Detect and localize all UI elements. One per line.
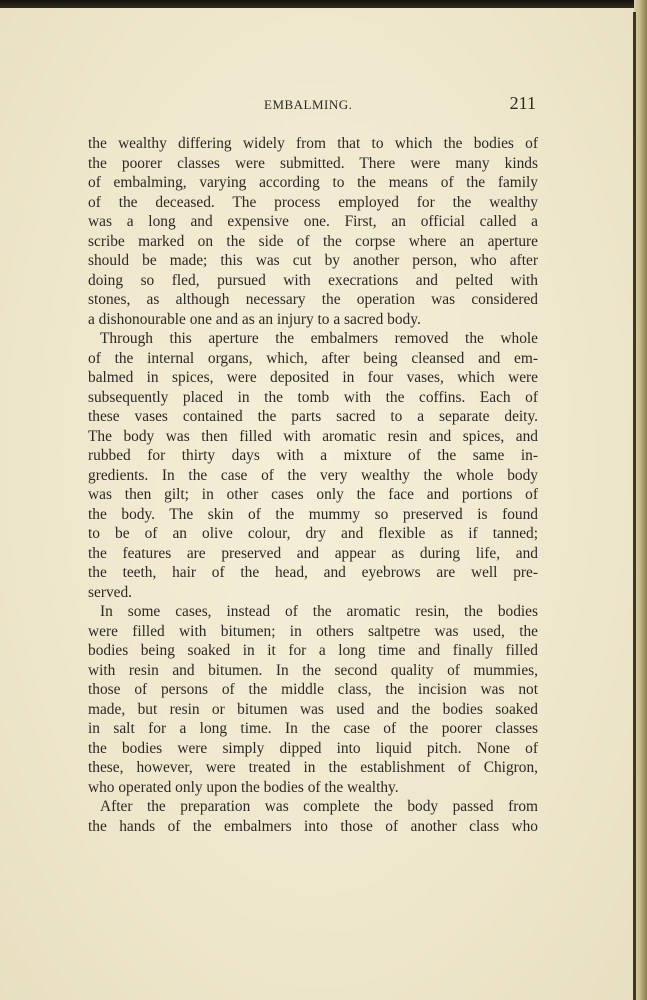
- text-line: of embalming, varying according to the means of the family: [88, 174, 538, 191]
- text-line: rubbed for thirty days with a mixture of the same in-: [88, 447, 538, 464]
- text-line: who operated only upon the bodies of the wealthy.: [88, 778, 399, 796]
- running-title: EMBALMING.: [264, 97, 353, 112]
- text-line: were filled with bitumen; in others saltpetre was used, the: [88, 622, 538, 640]
- text-line: the hands of the embalmers into those of another class who: [88, 817, 538, 835]
- text-line: with resin and bitumen. In the second quality of mummies,: [88, 661, 538, 679]
- text-line: Through this aperture the embalmers removed the whole: [100, 330, 538, 347]
- text-line: doing so fled, pursued with execrations and pelted with: [88, 271, 538, 289]
- page-gutter-line: [633, 12, 636, 1000]
- text-line: subsequently placed in the tomb with the coffins. Each of: [88, 388, 538, 406]
- page-number: 211: [509, 93, 536, 113]
- body-text: [88, 134, 538, 836]
- text-line: the teeth, hair of the head, and eyebrows are well pre-: [88, 564, 538, 581]
- text-line: the features are preserved and appear as during life, and: [88, 544, 538, 562]
- text-line: The body was then filled with aromatic resin and spices, and: [88, 427, 538, 445]
- text-line: of the internal organs, which, after being cleansed and em-: [88, 349, 538, 367]
- text-line: made, but resin or bitumen was used and the bodies soaked: [88, 700, 538, 718]
- text-line: those of persons of the middle class, the incision was not: [88, 681, 538, 698]
- text-line: After the preparation was complete the body passed from: [100, 798, 538, 815]
- text-line: in salt for a long time. In the case of the poorer classes: [88, 720, 538, 737]
- text-line: served.: [88, 583, 133, 601]
- text-line: the bodies were simply dipped into liquid pitch. None of: [88, 739, 538, 757]
- text-line: of the deceased. The process employed for the wealthy: [88, 193, 538, 211]
- text-line: bodies being soaked in it for a long time and finally filled: [88, 642, 538, 659]
- text-line: the poorer classes were submitted. There were many kinds: [88, 154, 538, 172]
- text-line: the body. The skin of the mummy so preserved is found: [88, 505, 538, 523]
- text-line: was then gilt; in other cases only the face and portions of: [88, 486, 538, 503]
- text-line: a dishonourable one and as an injury to a sacred body.: [88, 310, 421, 328]
- text-line: scribe marked on the side of the corpse where an aperture: [88, 232, 538, 250]
- text-line: In some cases, instead of the aromatic resin, the bodies: [100, 603, 538, 620]
- running-head: [88, 93, 538, 117]
- text-line: these vases contained the parts sacred to a separate deity.: [88, 408, 538, 425]
- text-line: balmed in spices, were deposited in four vases, which were: [88, 369, 538, 386]
- text-line: was a long and expensive one. First, an official called a: [88, 213, 538, 230]
- text-line: these, however, were treated in the establishment of Chigron,: [88, 759, 538, 776]
- text-line: the wealthy differing widely from that to which the bodies of: [88, 135, 538, 152]
- text-line: gredients. In the case of the very wealthy the whole body: [88, 466, 538, 484]
- text-line: stones, as although necessary the operation was considered: [88, 291, 538, 308]
- text-line: should be made; this was cut by another person, who after: [88, 252, 538, 269]
- text-line: to be of an olive colour, dry and flexible as if tanned;: [88, 525, 538, 542]
